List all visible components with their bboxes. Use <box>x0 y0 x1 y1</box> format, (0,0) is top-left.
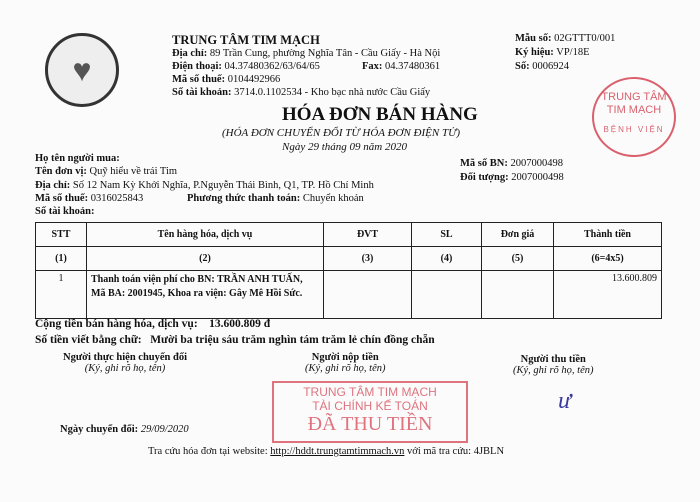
buyer-unit: Tên đơn vị: Quỹ hiểu về trái Tim <box>35 166 178 177</box>
invoice-subtitle: (HÓA ĐƠN CHUYỂN ĐỔI TỪ HÓA ĐƠN ĐIỆN TỬ) <box>222 127 461 139</box>
signer-receiver: Người thu tiền (Ký, ghi rõ họ, tên) <box>513 354 594 376</box>
round-stamp: TRUNG TÂM TIM MẠCH BỆNH VIỆN <box>592 77 676 157</box>
invoice-title: HÓA ĐƠN BÁN HÀNG <box>282 104 478 125</box>
patient-object: Đối tượng: 2007000498 <box>460 172 564 183</box>
lookup-link[interactable]: http://hddt.trungtamtimmach.vn <box>270 446 405 457</box>
payment-method: Phương thức thanh toán: Chuyển khoản <box>187 193 364 204</box>
heart-icon: ♥ <box>72 51 92 88</box>
form-symbol: Ký hiệu: VP/18E <box>515 47 590 58</box>
buyer-account-label: Số tài khoản: <box>35 206 95 217</box>
table-header-row: STT Tên hàng hóa, dịch vụ ĐVT SL Đơn giá Thành tiền <box>36 223 662 247</box>
seller-address: Địa chỉ: 89 Trần Cung, phường Nghĩa Tân - Cầu Giấy - Hà Nội <box>172 48 441 59</box>
logo <box>45 33 119 107</box>
total-line: Cộng tiền bán hàng hóa, dịch vụ: 13.600.809 đ <box>35 318 271 330</box>
conversion-date: Ngày chuyển đổi: 29/09/2020 <box>60 424 189 435</box>
buyer-tax: Mã số thuế: 0316025843 <box>35 193 144 204</box>
amount-in-words: Số tiền viết bằng chữ: Mười ba triệu sáu trăm nghìn tám trăm lẻ chín đồng chẵn <box>35 334 435 346</box>
form-template: Mẫu số: 02GTTT0/001 <box>515 33 616 44</box>
items-table <box>35 222 662 319</box>
table-code-row: (1) (2) (3) (4) (5) (6=4x5) <box>36 247 662 271</box>
signer-payer: Người nộp tiền (Ký, ghi rõ họ, tên) <box>305 352 386 374</box>
seller-tax: Mã số thuế: 0104492966 <box>172 74 281 85</box>
paid-stamp: TRUNG TÂM TIM MẠCH TÀI CHÍNH KẾ TOÁN ĐÃ THU TIỀN <box>272 381 468 443</box>
seller-fax: Fax: 04.37480361 <box>362 61 441 72</box>
table-row: 1 Thanh toán viện phí cho BN: TRẦN ANH TUẤN, Mã BA: 2001945, Khoa ra viện: Gây Mê Hồi Sức. 13.600.809 <box>36 271 662 319</box>
form-number: Số: 0006924 <box>515 61 569 72</box>
signature: ư <box>558 388 572 414</box>
seller-phone: Điện thoại: 04.37480362/63/64/65 <box>172 61 320 72</box>
buyer-address: Địa chỉ: Số 12 Nam Kỳ Khởi Nghĩa, P.Nguyễn Thái Bình, Q1, TP. Hồ Chí Minh <box>35 180 374 191</box>
invoice-date: Ngày 29 tháng 09 năm 2020 <box>282 141 407 153</box>
buyer-name-label: Họ tên người mua: <box>35 153 120 164</box>
patient-id: Mã số BN: 2007000498 <box>460 158 563 169</box>
seller-name: TRUNG TÂM TIM MẠCH <box>172 33 320 47</box>
lookup-line: Tra cứu hóa đơn tại website: http://hddt.trungtamtimmach.vn với mã tra cứu: 4JBLN <box>148 446 505 457</box>
seller-account: Số tài khoản: 3714.0.1102534 - Kho bạc nhà nước Cầu Giấy <box>172 87 431 98</box>
signer-converter: Người thực hiện chuyển đổi (Ký, ghi rõ họ, tên) <box>63 352 188 374</box>
